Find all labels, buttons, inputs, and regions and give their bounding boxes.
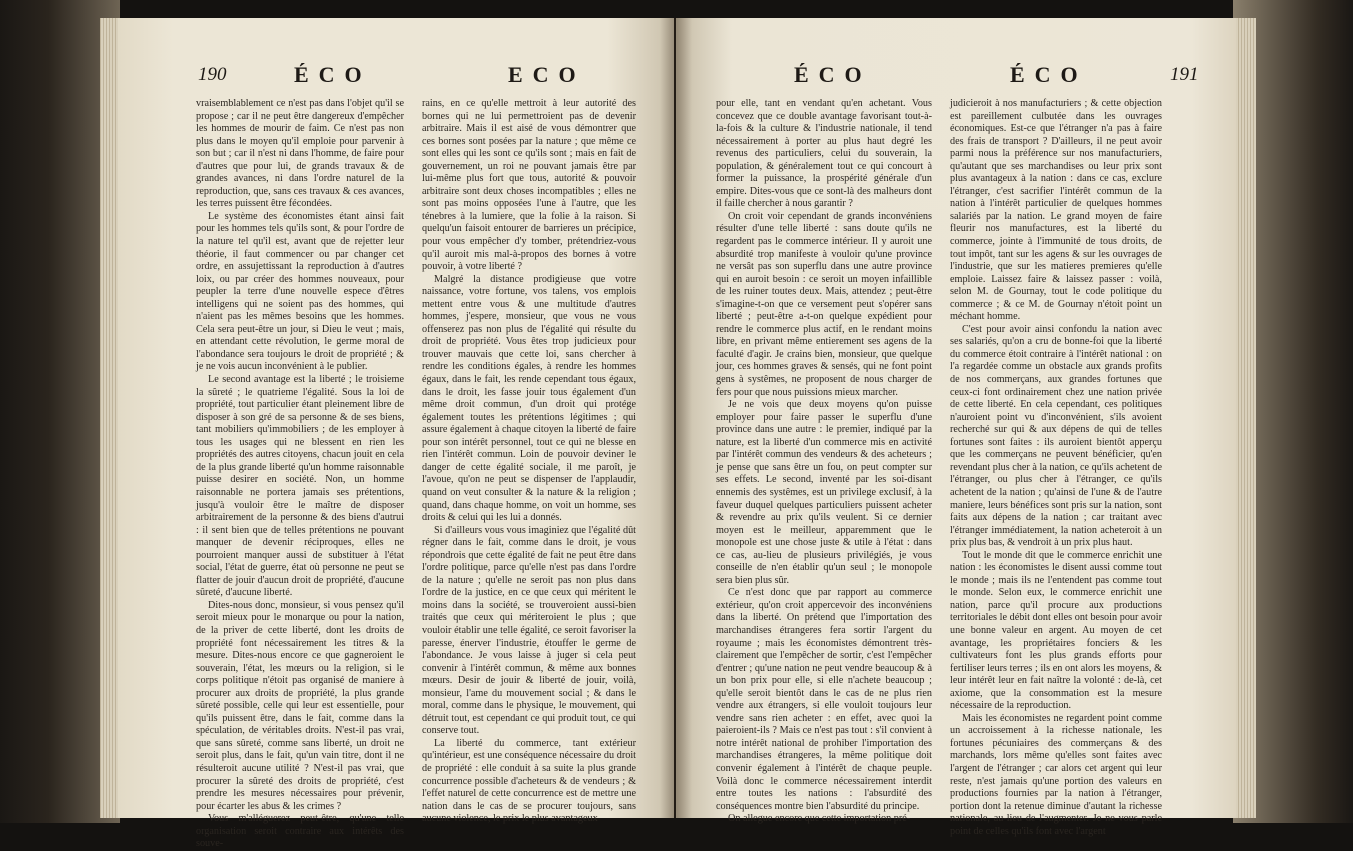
paragraph: vraisemblablement ce n'est pas dans l'objet qu'il se propose ; car il ne peut être dangereux d'empêcher les hommes de mourir de faim. Ce n'est pas non plus dans le moyen qu'il emploie pour parvenir à son but ; car il n'est ni dans l'homme, de faire pour d'autres que pour lui, de grands travaux & de grandes avances, ni dans l'ordre naturel de la reproduction, que, sans ces travaux & ces avances, les terres puissent être fécondées. xyxy=(196,98,404,210)
left-page-header xyxy=(118,62,674,92)
running-head-right-col1: ÉCO xyxy=(794,62,872,87)
paragraph: Le système des économistes étant ainsi fait pour les hommes tels qu'ils sont, & pour l'ordre de la nature tel qu'il est, avant que de rejetter leur théorie, il faut commencer ou par changer cet ordre, en assujettissant la reproduction à d'autres loix, ou par créer des hommes nouveaux, pour peupler la terre d'une nouvelle espece d'êtres intelligens qui ne soient pas des hommes, qui n'aient pas les mêmes besoins que les hommes. Cela sera peut-être un jour, si Dieu le veut ; mais, en attendant cette révolution, le germe moral de l'abondance sera toujours le droit de propriété ; & je ne vois aucun inconvénient à le publier. xyxy=(196,210,404,373)
paragraph: On croit voir cependant de grands inconvéniens résulter d'une telle liberté : sans doute qu'ils ne regardent pas le commerce intérieur. Il y auroit une absurdité trop manifeste à vouloir qu'une province ne versât pas son superflu dans une autre province qui en auroit besoin : ce seroit un moyen infaillible de les ruiner toutes deux. Mais, attendez ; peut-être s'imagine-t-on que ce versement peut s'opérer sans liberté ; peut-être a-t-on quelque expédient pour rendre le commerce plus actif, en le rendant moins libre, en privant même entierement ses agens de la faculté d'agir. Je crains bien, monsieur, que quelque jour, ces hommes graves & sensés, qui ne font point gens à systêmes, ne proposent de nous charger de fers pour que nous puissions mieux marcher. xyxy=(716,210,932,398)
fore-edge-right xyxy=(1236,18,1256,818)
paragraph: La liberté du commerce, tant extérieur qu'intérieur, est une conséquence nécessaire du droit de propriété : elle conduit à sa suite la plus grande concurrence possible d'acheteurs & de vendeurs ; & l'effet naturel de cette concurrence est de mettre une nation dans le cas de se procurer toujours, sans aucune violence, le prix le plus avantageux xyxy=(422,737,636,825)
left-page xyxy=(118,18,674,850)
right-page xyxy=(676,18,1236,837)
paragraph: pour elle, tant en vendant qu'en achetant. Vous concevez que ce double avantage favorisant tout-à-la-fois & la culture & l'industrie nationale, il tend nécessairement à porter au plus haut degré les revenus des particuliers, celui du souverain, la population, & généralement tout ce qui concourt à former la puissance, la prospérité générale d'un empire. Dites-vous que ce sont-là des malheurs dont il faille chercher à nous garantir ? xyxy=(716,98,932,210)
paragraph: Dites-nous donc, monsieur, si vous pensez qu'il seroit mieux pour le monarque ou pour la nation, de la priver de cette liberté, dont les droits de propriété font nécessairement les titres & la mesure. Dites-nous encore ce que gagneroient le souverain, l'état, les mœurs ou la religion, si le corps politique n'étoit pas organisé de maniere à procurer aux droits de propriété, la plus grande sûreté possible, celle qui leur est essentielle, pour qu'ils puissent être, dans le fait, comme dans la spéculation, de véritables droits. N'est-il pas vrai, que sans sûreté, comme sans liberté, un droit ne seroit plus, dans le fait, qu'un vain titre, dont il ne résulteroit aucune utilité ? N'est-il pas vrai, que procurer la sûreté des droits de propriété, c'est prendre les mesures nécessaires pour prévenir, pour écarter les abus & les crimes ? xyxy=(196,599,404,812)
paragraph: Malgré la distance prodigieuse que votre naissance, votre fortune, vos talens, vos emplois mettent entre vous & une multitude d'autres hommes, j'espere, monsieur, que vous ne vous offenserez pas non plus de l'égalité qui résulte du droit de propriété. Vous êtes trop judicieux pour trouver mauvais que cette loi, sans chercher à rendre les conditions égales, à rendre les hommes égaux, dans le fait, les rende cependant tous égaux, dans le droit, les fasse jouir tous également d'un même droit commun, d'un droit qui protége également toutes les prétentions légitimes ; qui assure également à chaque citoyen la liberté de faire pour son intérêt personnel, tout ce qui ne blesse en rien l'intérêt commun. Loin de pouvoir deviner le danger de cette égalité sociale, il me paroît, je l'avoue, qu'on ne peut se dispenser de l'applaudir, quand on veut consulter & la nature & la religion ; quand, dans chaque homme, on voit un homme, ses droits & celui qui les lui a donnés. xyxy=(422,273,636,524)
running-head-left-col2: ECO xyxy=(508,62,586,87)
page-number-left: 190 xyxy=(198,64,227,85)
running-head-left-col1: ÉCO xyxy=(294,62,372,87)
fore-edge-left xyxy=(100,18,118,818)
paragraph: Si d'ailleurs vous vous imaginiez que l'égalité dût régner dans le fait, comme dans le droit, je vous répondrois que cette égalité de fait ne peut être dans l'ordre politique, parce qu'elle n'est pas dans l'ordre de la nature ; qu'elle ne seroit pas non plus dans l'ordre de la justice, en ce que ceux qui méritent le moins dans la société, se trouveroient aussi-bien traités que ceux qui mériteroient le plus ; que vouloir établir une telle égalité, ce seroit favoriser la paresse, énerver l'industrie, étouffer le germe de l'abondance. Je vous laisse à juger si cela peut convenir à l'intérêt commun, & même aux bonnes mœurs. Desir de jouir & liberté de jouir, voilà, monsieur, l'ame du mouvement social ; & dans le moral, comme dans le physique, le mouvement, qui détruit tout, est cependant ce qui produit tout, ce qui conserve tout. xyxy=(422,524,636,737)
right-page-column-2 xyxy=(950,98,1162,837)
paragraph: C'est pour avoir ainsi confondu la nation avec ses salariés, qu'on a cru de bonne-foi que la liberté du commerce étoit contraire à l'intérêt national : on l'a regardée comme un obstacle aux grands profits de nos commerçans, aux grandes fortunes que ceux-ci font ordinairement chez une nation privée de cette liberté. En cela cependant, ces politiques n'auroient point vu d'inconvénient, s'ils avoient recherché sur qui & aux dépens de qui de telles fortunes sont faites : ils auroient bientôt apperçu que les commerçans ne peuvent bénéficier, qu'en revendant plus cher à la nation, ce qu'ils achetent de l'étranger, ou plus cher à l'étranger, ce qu'ils achetent de la nation ; qu'ainsi de l'une & de l'autre maniere, leurs bénéfices sont pris sur la nation, sont faits aux dépens de la nation ; car traitant avec l'étranger immédiatement, la nation acheteroit à un prix plus bas, & vendroit à un prix plus haut. xyxy=(950,323,1162,549)
right-page-column-1 xyxy=(716,98,932,825)
left-page-column-1 xyxy=(196,98,404,850)
paragraph: rains, en ce qu'elle mettroit à leur autorité des bornes qui ne lui permettroient pas de devenir arbitraire. Mais il est aisé de vous démontrer que ces bornes sont posées par la nature ; que même ce sont elles qui les sont ce qu'ils sont ; mais en fait de gouvernement, un roi ne pouvant jamais être par lui-même plus fort que tous, autorité & pouvoir arbitraire sont deux choses incompatibles ; elles ne sont pas moins opposées l'une à l'autre, que les ténebres à la lumiere, que la folie à la raison. Si quelqu'un faisoit entourer de barrieres un précipice, pour vous empêcher d'y tomber, prétendriez-vous qu'il auroit mis mal-à-propos des bornes à votre pouvoir, à votre liberté ? xyxy=(422,98,636,273)
paragraph: Le second avantage est la liberté ; le troisieme la sûreté ; le quatrieme l'égalité. Sous la loi de propriété, tout particulier étant pleinement libre de disposer à son gré de sa personne & de ses biens, tant mobiliers qu'immobiliers ; de les employer à tous les usages qui ne blessent en rien les propriétés des autres citoyens, chacun jouit en cela de la plus grande liberté qu'un homme raisonnable puisse desirer en société. Non, un homme raisonnable ne portera jamais ses prétentions, jusqu'à vouloir être le maître de disposer arbitrairement de la personne & des biens d'autrui : il sent bien que de telles prétentions ne pouvant manquer de devenir réciproques, elles ne pourroient manquer aussi de substituer à l'état social, l'état de guerre, état où personne ne peut se flatter de jouir d'aucun droit de propriété, d'aucune sûreté, d'aucune liberté. xyxy=(196,374,404,599)
right-page-header xyxy=(676,62,1236,92)
paragraph: Je ne vois que deux moyens qu'on puisse employer pour faire passer le superflu d'une province dans une autre : le premier, indiqué par la nature, est la liberté d'un commerce mis en activité par l'intérêt commun des vendeurs & des acheteurs ; je pense que sans être un fou, on peut compter sur ses effets. Le second, inventé par les soi-disant ennemis des systêmes, est un privilege exclusif, à la faveur duquel quelques particuliers puissent acheter & revendre au prix qu'ils veulent. Si ce dernier moyen est le meilleur, apparemment que le monopole est une chose juste & utile à l'état : dans ce cas, au-lieu de plusieurs privilégiés, je vous conseille de n'en établir qu'un seul ; le monopole sera bien plus sûr. xyxy=(716,399,932,586)
left-page-column-2 xyxy=(422,98,636,825)
paragraph: Tout le monde dit que le commerce enrichit une nation : les économistes le disent aussi comme tout le monde ; mais ils ne l'entendent pas comme tout le monde. Selon eux, le commerce enrichit une nation, parce qu'il procure aux productions territoriales le débit dont elles ont besoin pour avoir une bonne valeur en argent. Au moyen de cet avantage, les propriétaires fonciers & les cultivateurs font les plus grands efforts pour fertiliser leurs terres ; ils en ont alors les moyens, & leur intérêt leur en fait naître la volonté : de-là, cet axiome, que la consommation est la mesure nécessaire de la reproduction. xyxy=(950,549,1162,712)
paragraph: Mais les économistes ne regardent point comme un accroissement à la richesse nationale, les fortunes pécuniaires des commerçans & des marchands, lors même qu'elles sont faites avec l'argent de l'étranger ; car alors cet argent qui leur reste, n'est jamais qu'une portion des valeurs en productions fournies par la nation à l'étranger, portion dont la retenue diminue d'autant la richesse nationale, au-lieu de l'augmenter. Je ne vous parle point de celles qu'ils font avec l'argent xyxy=(950,712,1162,837)
running-head-right-col2: ÉCO xyxy=(1010,62,1088,87)
paragraph: judicieroit à nos manufacturiers ; & cette objection est pareillement culbutée dans les ouvrages économiques. Est-ce que l'étranger n'a pas à faire des frais de transport ? D'ailleurs, il ne peut avoir parmi nous la préférence sur nos manufacturiers, qu'autant que ses marchandises ou leur prix sont plus avantageux à la nation : dans ce cas, exclure l'étranger, c'est sacrifier l'intérêt commun de la nation à l'intérêt particulier de quelques hommes salariés par la nation. Le grand moyen de faire fleurir nos manufactures, est la liberté du commerce, jointe à l'immunité de tous droits, de tout impôt, tant sur les agens & sur les ouvrages de l'industrie, que sur les matieres premieres qu'elle emploie. Laissez faire & laissez passer : voilà, selon M. de Gournay, tout le code politique du commerce ; & ce M. de Gournay n'étoit point un méchant homme. xyxy=(950,98,1162,323)
page-number-right: 191 xyxy=(1170,64,1199,85)
paragraph: Vous m'alléguerez peut-être, qu'une telle organisation seroit contraire aux intérêts des souve- xyxy=(196,813,404,850)
paragraph: Ce n'est donc que par rapport au commerce extérieur, qu'on croit appercevoir des inconvéniens dans la liberté. On prétend que l'importation des marchandises étrangeres fera sortir l'argent du royaume ; mais les économistes démontrent très-clairement que l'empêcher de sortir, c'est l'empêcher d'entrer ; qu'une nation ne peut vendre beaucoup & à un bon prix pour elle, si elle n'achete beaucoup ; qu'elle seroit bientôt dans le cas de ne plus rien vendre aux étrangers, si elle vouloit toujours leur vendre sans rien acheter : en effet, avec quoi la paieroient-ils ? Mais ce n'est pas tout : s'il convient à notre intérêt national de prohiber l'importation des marchandises étrangeres, la même politique doit convenir également à l'intérêt de chaque peuple. Voilà donc le commerce nécessairement interdit entre toutes les nations : l'absurdité des conséquences montre bien l'absurdité du principe. xyxy=(716,587,932,812)
paragraph: On allegue encore que cette importation pré- xyxy=(728,813,911,825)
